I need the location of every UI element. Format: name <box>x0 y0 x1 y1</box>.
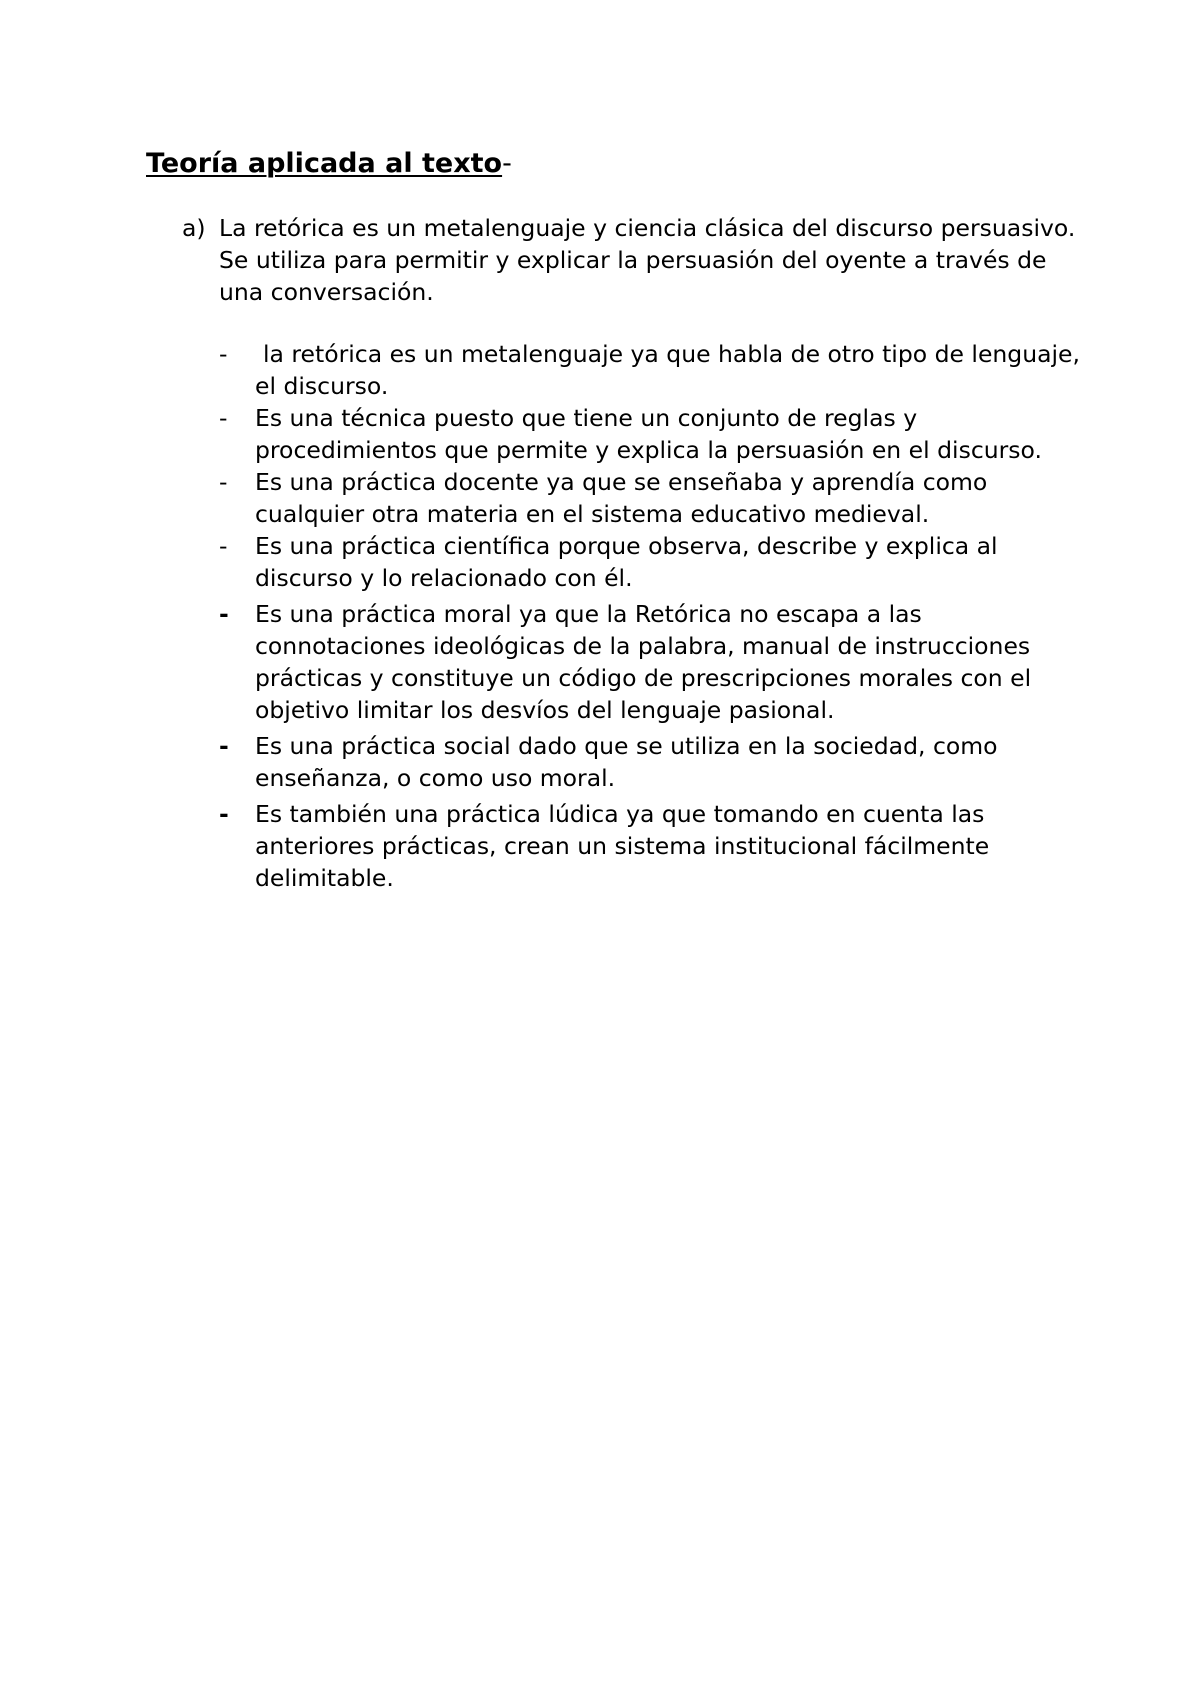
list-item <box>219 798 1099 894</box>
dash-marker: - <box>219 732 229 760</box>
document-title <box>146 146 512 182</box>
list-item <box>219 598 1099 726</box>
dash-marker: - <box>219 800 229 828</box>
list-item-text: Es una práctica social dado que se utiliza en la sociedad, como enseñanza, o como uso moral. <box>255 732 998 792</box>
list-item-text: Es una técnica puesto que tiene un conjunto de reglas y procedimientos que permite y explica la persuasión en el discurso. <box>255 404 1042 464</box>
list-item-text: Es una práctica docente ya que se enseñaba y aprendía como cualquier otra materia en el sistema educativo medieval. <box>255 468 988 528</box>
dash-marker: - <box>219 340 228 368</box>
list-item-text: Es también una práctica lúdica ya que tomando en cuenta las anteriores prácticas, crean un sistema institucional fácilmente delimitable. <box>255 800 990 892</box>
list-item <box>219 730 1099 794</box>
intro-text: La retórica es un metalenguaje y ciencia clásica del discurso persuasivo. Se utiliza para permitir y explicar la persuasión del oyente a través de una conversación. <box>219 214 1076 306</box>
list-item <box>219 402 1099 466</box>
list-item <box>219 466 1099 530</box>
intro-paragraph <box>182 212 1082 308</box>
dash-marker: - <box>219 532 228 560</box>
title-dash: - <box>502 148 512 179</box>
list-item-text: Es una práctica científica porque observa, describe y explica al discurso y lo relacionado con él. <box>255 532 998 592</box>
list-item-text: Es una práctica moral ya que la Retórica no escapa a las connotaciones ideológicas de la palabra, manual de instrucciones prácticas y constituye un código de prescripciones morales con el objetivo limitar los desvíos del lenguaje pasional. <box>255 600 1032 724</box>
dash-marker: - <box>219 468 228 496</box>
list-item <box>219 530 1099 594</box>
dash-marker: - <box>219 404 228 432</box>
list-item <box>219 338 1099 402</box>
dash-marker: - <box>219 600 229 628</box>
intro-marker: a) <box>182 214 206 242</box>
title-text: Teoría aplicada al texto <box>146 148 503 179</box>
list-item-text: la retórica es un metalenguaje ya que habla de otro tipo de lenguaje, el discurso. <box>255 340 1080 400</box>
bullet-list <box>219 338 1099 894</box>
